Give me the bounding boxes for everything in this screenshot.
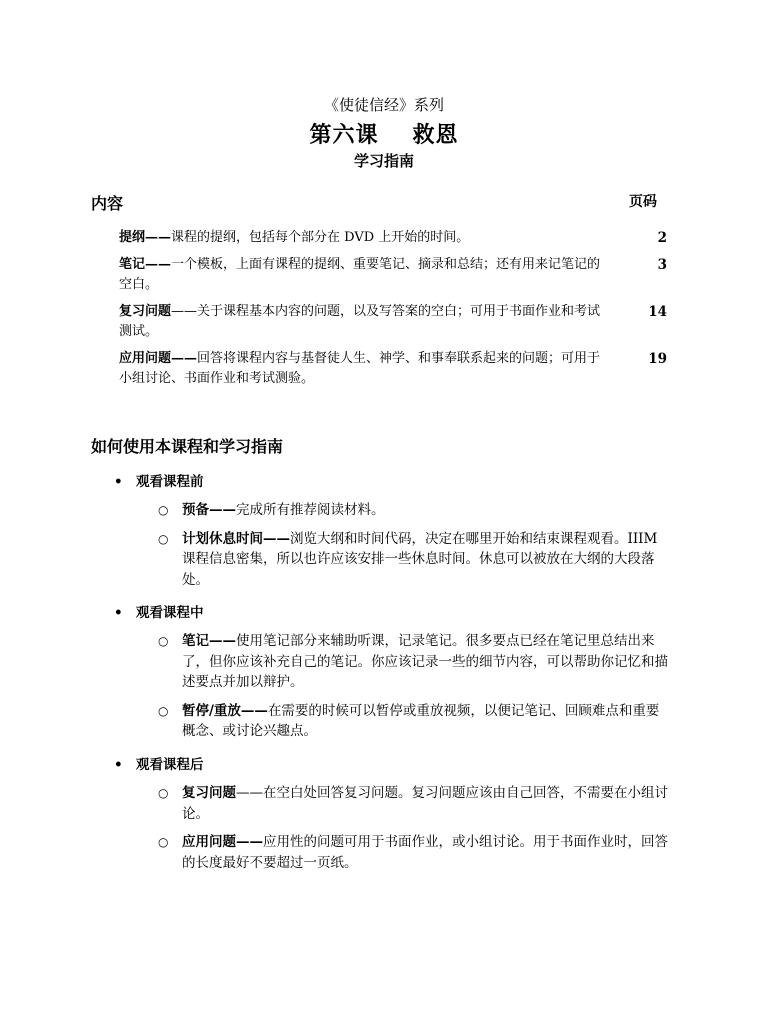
lesson-number: 第六课 xyxy=(309,122,379,148)
toc-page-number: 2 xyxy=(657,230,667,246)
section-title: 观看课程前 xyxy=(136,474,204,490)
toc-desc: 课程的提纲，包括每个部分在 DVD 上开始的时间。 xyxy=(171,230,470,245)
toc-desc: 回答将课程内容与基督徒人生、神学、和事奉联系起来的问题；可用于小组讨论、书面作业和考试测验。 xyxy=(119,351,601,386)
toc-term: 应用问题—— xyxy=(119,351,198,366)
list-item xyxy=(158,631,670,693)
toc-desc: ——关于课程基本内容的问题，以及写答案的空白；可用于书面作业和考试测试。 xyxy=(119,304,601,339)
bullet-icon: • xyxy=(114,474,123,490)
toc-term: 提纲—— xyxy=(119,230,172,245)
section-during-viewing xyxy=(114,603,674,742)
toc-row-notes xyxy=(119,255,667,295)
list-item xyxy=(158,832,670,873)
circle-bullet-icon: ○ xyxy=(158,503,169,517)
item-desc: 浏览大纲和时间代码，决定在哪里开始和结束课程观看。IIIM 课程信息密集，所以也许应该安排一些休息时间。休息可以被放在大纲的大段落处。 xyxy=(182,530,658,588)
toc-page-number: 14 xyxy=(648,304,667,320)
toc-desc: 一个模板，上面有课程的提纲、重要笔记、摘录和总结；还有用来记笔记的空白。 xyxy=(119,257,601,292)
list-item xyxy=(158,529,670,591)
toc-row-review-questions xyxy=(119,302,667,342)
section-title: 观看课程后 xyxy=(136,757,204,773)
toc-page-number: 3 xyxy=(657,257,667,273)
item-term: 预备—— xyxy=(182,502,236,518)
toc-page-number: 19 xyxy=(648,351,667,367)
circle-bullet-icon: ○ xyxy=(158,531,169,546)
section-after-viewing xyxy=(114,755,674,873)
section-title: 观看课程中 xyxy=(136,605,204,621)
toc-content-label: 内容 xyxy=(91,194,124,213)
item-desc: 完成所有推荐阅读材料。 xyxy=(236,502,385,518)
list-item xyxy=(158,500,670,521)
bullet-icon: • xyxy=(114,605,123,621)
bullet-icon: • xyxy=(114,757,123,773)
toc-term: 复习问题 xyxy=(119,304,172,319)
section-before-viewing xyxy=(114,472,674,590)
item-term: 应用问题—— xyxy=(182,834,263,850)
item-desc: 使用笔记部分来辅助听课，记录笔记。很多要点已经在笔记里总结出来了，但你应该补充自己的笔记。你应该记录一些的细节内容，可以帮助你记忆和描述要点并加以辩护。 xyxy=(182,633,668,690)
item-term: 笔记—— xyxy=(182,633,236,649)
lesson-title: 救恩 xyxy=(412,122,459,148)
toc-page-label: 页码 xyxy=(629,194,657,210)
lesson-heading xyxy=(0,118,768,149)
item-term: 暂停/重放—— xyxy=(182,702,268,719)
guide-subtitle: 学习指南 xyxy=(353,152,414,170)
toc-row-outline xyxy=(119,228,667,248)
series-title: 《使徒信经》系列 xyxy=(323,96,444,114)
circle-bullet-icon: ○ xyxy=(158,786,169,800)
item-term: 计划休息时间—— xyxy=(182,530,290,547)
item-desc: ——在空白处回答复习问题。复习问题应该由自己回答，不需要在小组讨论。 xyxy=(182,785,668,822)
toc-term: 笔记—— xyxy=(119,257,172,272)
item-desc: 在需要的时候可以暂停或重放视频，以便记笔记、回顾难点和重要概念、或讨论兴趣点。 xyxy=(182,702,660,739)
list-item xyxy=(158,783,670,824)
list-item xyxy=(158,701,670,742)
howto-heading: 如何使用本课程和学习指南 xyxy=(91,437,284,456)
table-of-contents xyxy=(119,228,667,396)
item-desc: 应用性的问题可用于书面作业，或小组讨论。用于书面作业时，回答的长度最好不要超过一页纸。 xyxy=(182,834,668,871)
toc-row-application-questions xyxy=(119,349,667,389)
circle-bullet-icon: ○ xyxy=(158,703,169,718)
circle-bullet-icon: ○ xyxy=(158,634,169,648)
item-term: 复习问题 xyxy=(182,785,236,801)
circle-bullet-icon: ○ xyxy=(158,835,169,849)
